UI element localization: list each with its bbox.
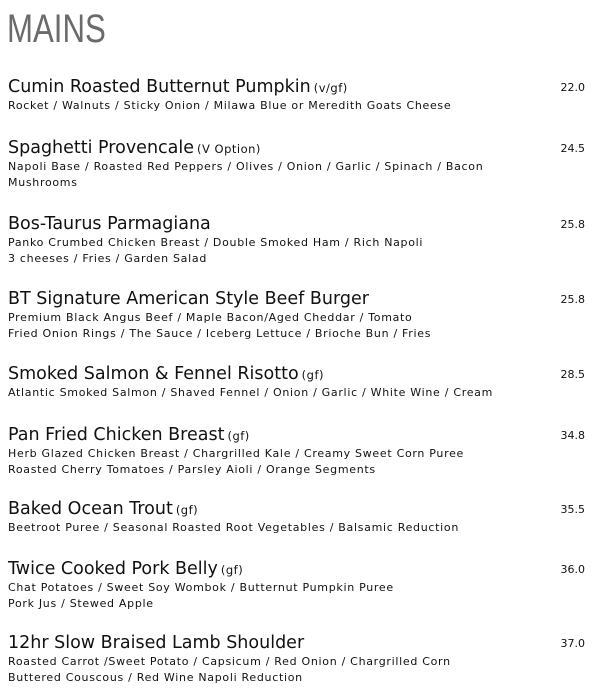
item-diet-tag: (gf) xyxy=(175,503,199,517)
item-description-line: Roasted Carrot /Sweet Potato / Capsicum / Red Onion / Chargrilled Corn xyxy=(8,655,451,668)
item-name-text: BT Signature American Style Beef Burger xyxy=(8,289,369,309)
item-name-text: Cumin Roasted Butternut Pumpkin xyxy=(8,77,311,97)
item-diet-tag: (gf) xyxy=(227,429,250,443)
item-name-text: Baked Ocean Trout xyxy=(8,499,173,519)
item-description-line: Mushrooms xyxy=(8,175,78,189)
item-description-line: Buttered Couscous / Red Wine Napoli Reduction xyxy=(8,670,303,684)
item-price: 28.5 xyxy=(560,368,585,381)
item-description-line: 3 cheeses / Fries / Garden Salad xyxy=(8,251,207,265)
section-title: MAINS xyxy=(7,7,106,51)
item-price: 22.0 xyxy=(560,81,585,94)
item-description-line: Panko Crumbed Chicken Breast / Double Smoked Ham / Rich Napoli xyxy=(8,236,424,249)
item-price: 24.5 xyxy=(560,142,585,155)
item-price: 25.8 xyxy=(560,293,585,306)
item-name-text: Bos-Taurus Parmagiana xyxy=(8,214,211,234)
item-name xyxy=(8,632,307,655)
item-description-line: Napoli Base / Roasted Red Peppers / Olives / Onion / Garlic / Spinach / Bacon xyxy=(8,160,484,173)
item-name xyxy=(8,424,250,447)
item-description-line: Atlantic Smoked Salmon / Shaved Fennel / Onion / Garlic / White Wine / Cream xyxy=(8,386,494,399)
item-description-line: Pork Jus / Stewed Apple xyxy=(8,596,154,610)
item-name xyxy=(8,363,324,386)
item-description xyxy=(8,310,568,341)
item-description xyxy=(8,654,568,685)
item-name-text: Spaghetti Provencale xyxy=(8,138,195,158)
item-description-line: Fried Onion Rings / The Sauce / Iceberg Lettuce / Brioche Bun / Fries xyxy=(8,326,432,340)
item-name xyxy=(8,213,214,236)
item-price: 34.8 xyxy=(560,429,585,442)
item-description-line: Premium Black Angus Beef / Maple Bacon/Aged Cheddar / Tomato xyxy=(8,311,413,324)
item-price: 25.8 xyxy=(560,218,585,231)
item-description xyxy=(8,520,568,536)
item-description xyxy=(8,580,568,611)
item-description xyxy=(8,385,568,401)
item-diet-tag: (gf) xyxy=(220,563,244,577)
item-description xyxy=(8,98,568,114)
item-description-line: Chat Potatoes / Sweet Soy Wombok / Butternut Pumpkin Puree xyxy=(8,581,394,594)
item-description-line: Herb Glazed Chicken Breast / Chargrilled Kale / Creamy Sweet Corn Puree xyxy=(8,447,465,460)
item-description-line: Beetroot Puree / Seasonal Roasted Root Vegetables / Balsamic Reduction xyxy=(8,521,460,534)
item-diet-tag: (V Option) xyxy=(197,142,261,156)
item-name xyxy=(8,76,348,99)
item-description xyxy=(8,446,568,477)
item-name-text: Twice Cooked Pork Belly xyxy=(8,559,218,579)
item-diet-tag: (v/gf) xyxy=(313,81,348,95)
item-price: 36.0 xyxy=(560,563,585,576)
item-name xyxy=(8,498,198,521)
item-name-text: Pan Fried Chicken Breast xyxy=(8,425,225,445)
item-description-line: Roasted Cherry Tomatoes / Parsley Aioli / Orange Segments xyxy=(8,462,376,476)
item-description xyxy=(8,235,568,266)
item-description xyxy=(8,159,568,190)
item-description-line: Rocket / Walnuts / Sticky Onion / Milawa Blue or Meredith Goats Cheese xyxy=(8,99,452,112)
item-name xyxy=(8,288,372,311)
item-name xyxy=(8,137,261,160)
item-name xyxy=(8,558,243,581)
item-price: 35.5 xyxy=(560,503,585,516)
item-name-text: 12hr Slow Braised Lamb Shoulder xyxy=(8,633,305,653)
item-diet-tag: (gf) xyxy=(301,368,324,382)
item-price: 37.0 xyxy=(560,637,585,650)
item-name-text: Smoked Salmon & Fennel Risotto xyxy=(8,364,299,384)
